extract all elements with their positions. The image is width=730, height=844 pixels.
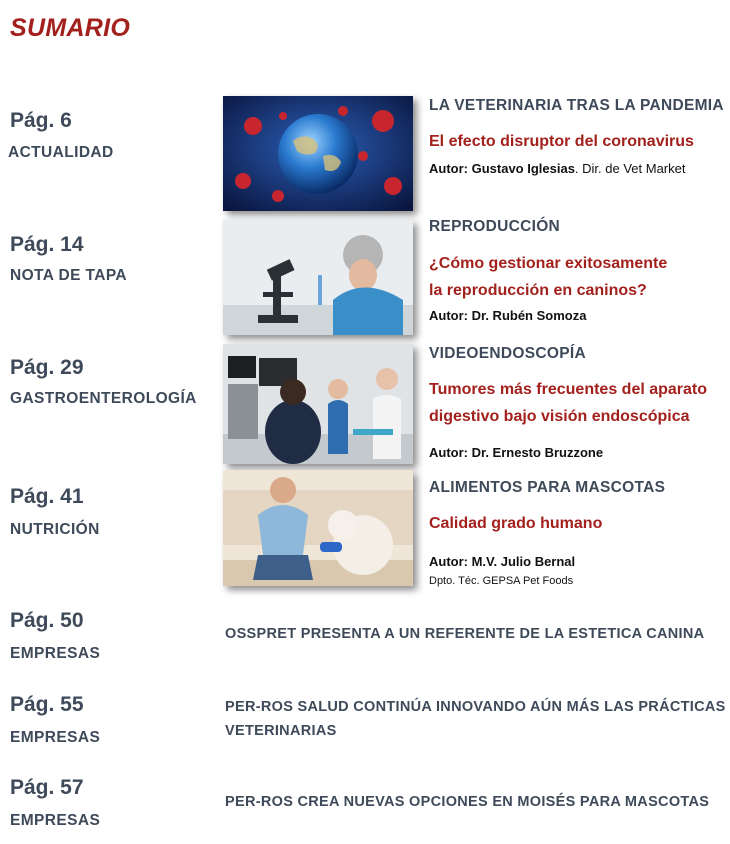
page-number: Pág. 50 [10, 609, 84, 632]
man-feeding-dog-image[interactable] [223, 470, 413, 586]
section-label: NOTA DE TAPA [10, 267, 128, 284]
section-label: EMPRESAS [10, 812, 101, 829]
page-title: SUMARIO [10, 14, 131, 42]
article-headline[interactable]: El efecto disruptor del coronavirus [429, 133, 694, 150]
author-line: Autor: M.V. Julio Bernal [429, 554, 576, 569]
page-number: Pág. 6 [10, 109, 72, 132]
category-label: REPRODUCCIÓN [429, 218, 561, 235]
article-headline[interactable]: Tumores más frecuentes del aparato digestivo bajo visión endoscópica [429, 381, 708, 425]
section-label: EMPRESAS [10, 729, 101, 746]
article-headline[interactable]: Calidad grado humano [429, 515, 603, 532]
author-line: Autor: Dr. Rubén Somoza [429, 308, 587, 323]
page-number: Pág. 14 [10, 233, 84, 256]
page-number: Pág. 55 [10, 693, 84, 716]
article-headline[interactable]: ¿Cómo gestionar exitosamente la reproducción en caninos? [429, 255, 668, 299]
brief-headline[interactable]: OSSPRET PRESENTA A UN REFERENTE DE LA ESTETICA CANINA [225, 626, 705, 642]
microscope-lab-image[interactable] [223, 220, 413, 335]
category-label: ALIMENTOS PARA MASCOTAS [429, 479, 666, 496]
endoscopy-room-image[interactable] [223, 344, 413, 464]
section-label: ACTUALIDAD [8, 144, 114, 161]
category-label: LA VETERINARIA TRAS LA PANDEMIA [429, 97, 724, 114]
category-label: VIDEOENDOSCOPÍA [429, 345, 586, 362]
page-number: Pág. 41 [10, 485, 84, 508]
section-label: EMPRESAS [10, 645, 101, 662]
brief-headline[interactable]: PER-ROS SALUD CONTINÚA INNOVANDO AÚN MÁS LAS PRÁCTICAS VETERINARIAS [225, 699, 726, 739]
author-line: Autor: Gustavo Iglesias. Dir. de Vet Market [429, 161, 686, 176]
author-line: Autor: Dr. Ernesto Bruzzone [429, 445, 604, 460]
section-label: GASTROENTEROLOGÍA [10, 390, 197, 407]
section-label: NUTRICIÓN [10, 521, 100, 538]
author-affiliation: Dpto. Téc. GEPSA Pet Foods [429, 575, 574, 587]
brief-headline[interactable]: PER-ROS CREA NUEVAS OPCIONES EN MOISÉS PARA MASCOTAS [225, 794, 710, 810]
page-number: Pág. 57 [10, 776, 84, 799]
globe-virus-image[interactable] [223, 96, 413, 211]
page-number: Pág. 29 [10, 356, 84, 379]
